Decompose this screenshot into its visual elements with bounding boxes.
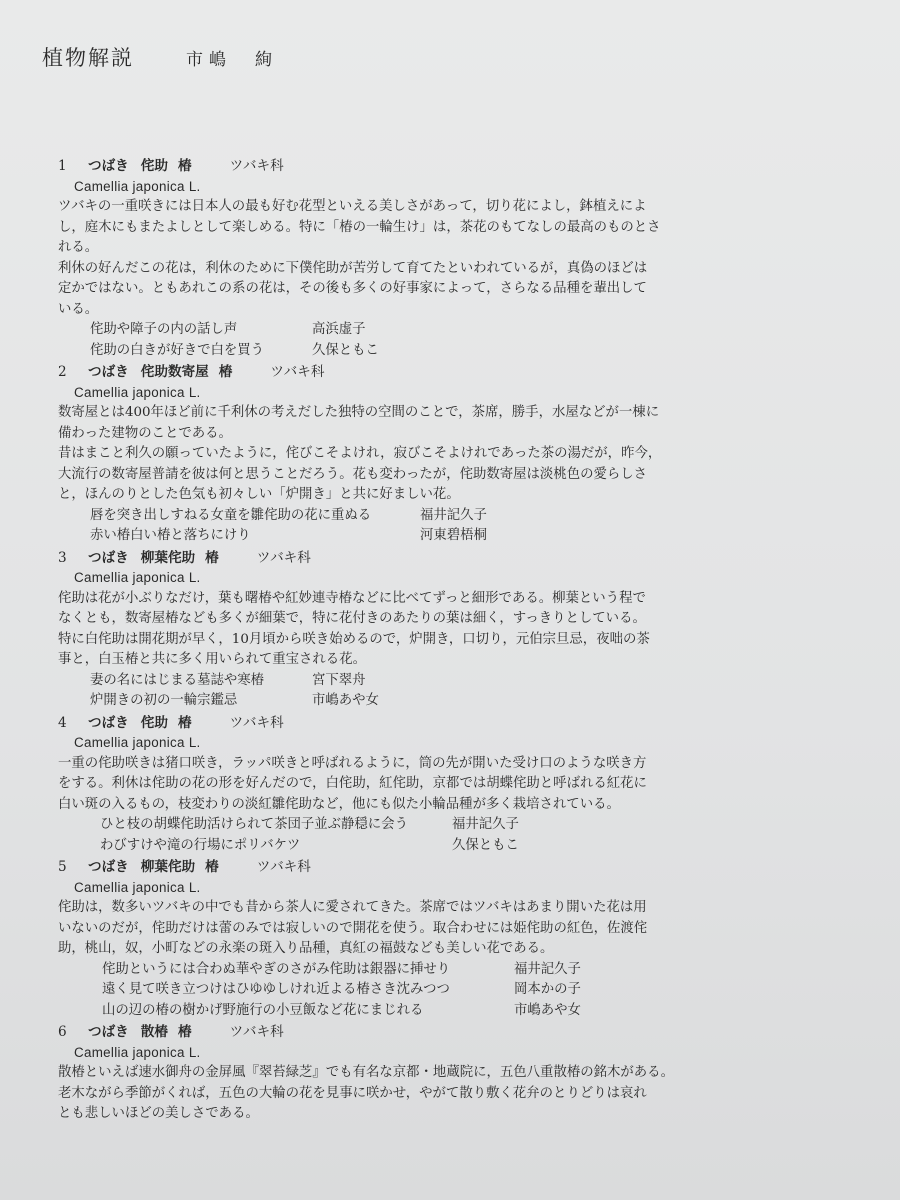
poem-line bbox=[90, 960, 868, 981]
poet-name: 宮下翠舟 bbox=[312, 672, 366, 688]
entry-number: 1 bbox=[58, 158, 67, 174]
entry-heading bbox=[58, 362, 868, 383]
description-line: ツバキの一重咲きには日本人の最も好む花型といえる美しさがあって，切り花によし，鉢植えによ bbox=[58, 199, 647, 214]
description-line: 定かではない。ともあれこの系の花は，その後も多くの好事家によって，さらなる品種を輩出して bbox=[58, 281, 647, 296]
poem-text: わびすけや滝の行場にポリバケツ bbox=[100, 837, 301, 853]
entry-name: 柳葉侘助 bbox=[140, 549, 196, 566]
entry-kanji: 椿 bbox=[205, 549, 219, 566]
entry-heading bbox=[58, 156, 868, 177]
poet-name: 河東碧梧桐 bbox=[420, 528, 487, 543]
poem-text: 赤い椿白い椿と落ちにけり bbox=[90, 528, 251, 543]
description-line: 老木ながら季節がくれば，五色の大輪の花を見事に咲かせ，やがて散り敷く花弁のとりどりは哀れ bbox=[58, 1085, 647, 1101]
page-header bbox=[42, 42, 278, 72]
description-line: 事と，白玉椿と共に多く用いられて重宝される花。 bbox=[58, 652, 366, 667]
description-line: とも悲しいほどの美しさである。 bbox=[58, 1106, 259, 1121]
entry-name: 柳葉侘助 bbox=[140, 859, 196, 875]
entry-number: 5 bbox=[58, 859, 67, 875]
poet-name: 岡本かの子 bbox=[514, 982, 581, 997]
poem-text: 遠く見て咲き立つけはひゆゆしけれ近よる椿さき沈みつつ bbox=[102, 982, 450, 997]
poet-name: 市嶋あや女 bbox=[312, 693, 379, 708]
latin-name: Camellia japonica L. bbox=[74, 178, 201, 194]
description-line: 助，桃山，奴，小町などの永楽の斑入り品種，真紅の福鼓なども美しい花である。 bbox=[58, 941, 554, 956]
description-line: いないのだが，侘助だけは蕾のみでは寂しいので開花を使う。取合わせには姫侘助の紅色，佐渡侘 bbox=[58, 920, 648, 936]
poet-name: 久保ともこ bbox=[312, 342, 379, 358]
entry-number: 2 bbox=[58, 364, 67, 380]
poem-text: ひと枝の胡蝶侘助活けられて茶団子並ぶ静穏に会う bbox=[100, 817, 408, 832]
description-line: 一重の侘助咲きは猪口咲き，ラッパ咲きと呼ばれるように，筒の先が開いた受け口のような咲き方 bbox=[58, 755, 647, 771]
entry-family: ツバキ科 bbox=[229, 714, 284, 731]
entry-family: ツバキ科 bbox=[270, 364, 325, 380]
latin-name: Camellia japonica L. bbox=[74, 384, 201, 400]
latin-name: Camellia japonica L. bbox=[74, 1044, 201, 1060]
entry-kind: つばき bbox=[88, 859, 129, 875]
poem-line bbox=[90, 506, 868, 527]
description-line: 昔はまこと利久の願っていたように，侘びこそよけれ，寂びこそよけれであった茶の湯だが，昨今， bbox=[58, 446, 662, 461]
description-line: なくとも，数寄屋椿なども多くが細葉で，特に花付きのあたりの葉は細く，すっきりとしている。 bbox=[58, 611, 646, 626]
entry-name: 散椿 bbox=[140, 1024, 168, 1040]
entry-kind: つばき bbox=[88, 364, 129, 380]
description-line: 大流行の数寄屋普請を彼は何と思うことだろう。花も変わったが，侘助数寄屋は淡桃色の愛らしさ bbox=[58, 466, 648, 482]
description-line: れる。 bbox=[58, 240, 99, 255]
poet-name: 福井記久子 bbox=[452, 817, 519, 832]
plant-entry bbox=[58, 857, 868, 1021]
poem-text: 山の辺の椿の樹かげ野施行の小豆飯など花にまじれる bbox=[102, 1002, 424, 1018]
poem-text: 侘助というには合わぬ華やぎのさがみ侘助は銀器に挿せり bbox=[102, 961, 451, 977]
latin-name: Camellia japonica L. bbox=[74, 735, 201, 750]
poem-line bbox=[90, 980, 868, 1001]
description-line: 白い斑の入るもの，枝変わりの淡紅雛侘助など，他にも似た小輪品種が多く栽培されている。 bbox=[58, 796, 620, 812]
entry-kind: つばき bbox=[88, 158, 129, 174]
entry-number: 4 bbox=[58, 714, 67, 731]
poem-line bbox=[90, 671, 868, 692]
entry-family: ツバキ科 bbox=[256, 859, 311, 875]
poem-text: 侘助の白きが好きで白を買う bbox=[90, 342, 265, 358]
entry-family: ツバキ科 bbox=[229, 1024, 284, 1040]
plant-entry bbox=[58, 362, 868, 547]
article-body bbox=[58, 156, 868, 1126]
description-line: 利休の好んだこの花は，利休のために下僕侘助が苦労して育てたといわれているが，真偽のほどは bbox=[58, 260, 648, 276]
entry-name: 侘助 bbox=[140, 714, 168, 731]
poem-line bbox=[90, 341, 868, 362]
poem-line bbox=[90, 691, 868, 712]
entry-name: 侘助数寄屋 bbox=[140, 364, 209, 380]
entry-heading bbox=[58, 857, 868, 878]
plant-entry bbox=[58, 713, 868, 857]
description-line: いる。 bbox=[58, 301, 99, 317]
poem-line bbox=[90, 320, 868, 341]
description-line: 侘助は，数多いツバキの中でも昔から茶人に愛されてきた。茶席ではツバキはあまり開いた花は用 bbox=[58, 900, 647, 915]
entry-heading bbox=[58, 713, 868, 734]
entry-kanji: 椿 bbox=[218, 364, 233, 380]
poem-text: 炉開きの初の一輪宗鑑忌 bbox=[90, 693, 238, 708]
entry-number: 3 bbox=[58, 549, 67, 566]
poem-text: 妻の名にはじまる墓誌や寒椿 bbox=[90, 672, 265, 688]
entry-kanji: 椿 bbox=[177, 1024, 192, 1040]
description-line: し，庭木にもまたよしとして楽しめる。特に「椿の一輪生け」は，茶花のもてなしの最高のものとさ bbox=[58, 219, 661, 235]
poet-name: 福井記久子 bbox=[420, 507, 487, 523]
description-line: をする。利休は侘助の花の形を好んだので，白侘助，紅侘助，京都では胡蝶侘助と呼ばれる紅花に bbox=[58, 776, 647, 791]
poem-line bbox=[90, 1001, 868, 1022]
entry-kind: つばき bbox=[88, 714, 129, 731]
description-line: と，ほんのりとした色気も初々しい「炉開き」と共に好ましい花。 bbox=[58, 487, 460, 502]
plant-entry bbox=[58, 156, 868, 361]
poem-line bbox=[90, 815, 868, 836]
entry-kind: つばき bbox=[88, 1024, 129, 1040]
author-name: 市嶋 絢 bbox=[186, 50, 278, 70]
poet-name: 市嶋あや女 bbox=[514, 1002, 581, 1018]
page-title: 植物解説 bbox=[42, 46, 134, 70]
latin-name: Camellia japonica L. bbox=[74, 879, 201, 895]
entry-heading bbox=[58, 548, 868, 569]
description-line: 特に白侘助は開花期が早く，10月頃から咲き始めるので，炉開き，口切り，元伯宗旦忌，夜咄の茶 bbox=[58, 631, 650, 647]
entry-number: 6 bbox=[58, 1024, 67, 1040]
poem-text: 唇を突き出しすねる女童を雛侘助の花に重ぬる bbox=[90, 507, 372, 523]
poet-name: 高浜虚子 bbox=[312, 322, 366, 337]
entry-kanji: 椿 bbox=[177, 714, 192, 731]
description-line: 数寄屋とは400年ほど前に千利休の考えだした独特の空間のことで，茶席，勝手，水屋などが一棟に bbox=[58, 405, 660, 420]
poet-name: 久保ともこ bbox=[452, 837, 519, 853]
description-line: 散椿といえば速水御舟の金屏風『翠苔緑芝』でも有名な京都・地蔵院に，五色八重散椿の銘木がある。 bbox=[58, 1065, 674, 1080]
poem-line bbox=[90, 836, 868, 857]
entry-family: ツバキ科 bbox=[229, 158, 284, 174]
poem-text: 侘助や障子の内の話し声 bbox=[90, 322, 238, 337]
description-line: 侘助は花が小ぶりなだけ，葉も曙椿や紅妙連寺椿などに比べてずっと細形である。柳葉という程で bbox=[58, 590, 646, 606]
description-line: 備わった建物のことである。 bbox=[58, 425, 232, 441]
latin-name: Camellia japonica L. bbox=[74, 570, 201, 585]
plant-entry bbox=[58, 548, 868, 712]
entry-kanji: 椿 bbox=[205, 859, 219, 875]
plant-entry bbox=[58, 1022, 868, 1125]
entry-family: ツバキ科 bbox=[256, 549, 311, 566]
entry-kanji: 椿 bbox=[177, 158, 192, 174]
poet-name: 福井記久子 bbox=[514, 961, 581, 977]
entry-heading bbox=[58, 1022, 868, 1043]
poem-line bbox=[90, 526, 868, 547]
entry-kind: つばき bbox=[88, 549, 129, 566]
entry-name: 侘助 bbox=[140, 158, 168, 174]
